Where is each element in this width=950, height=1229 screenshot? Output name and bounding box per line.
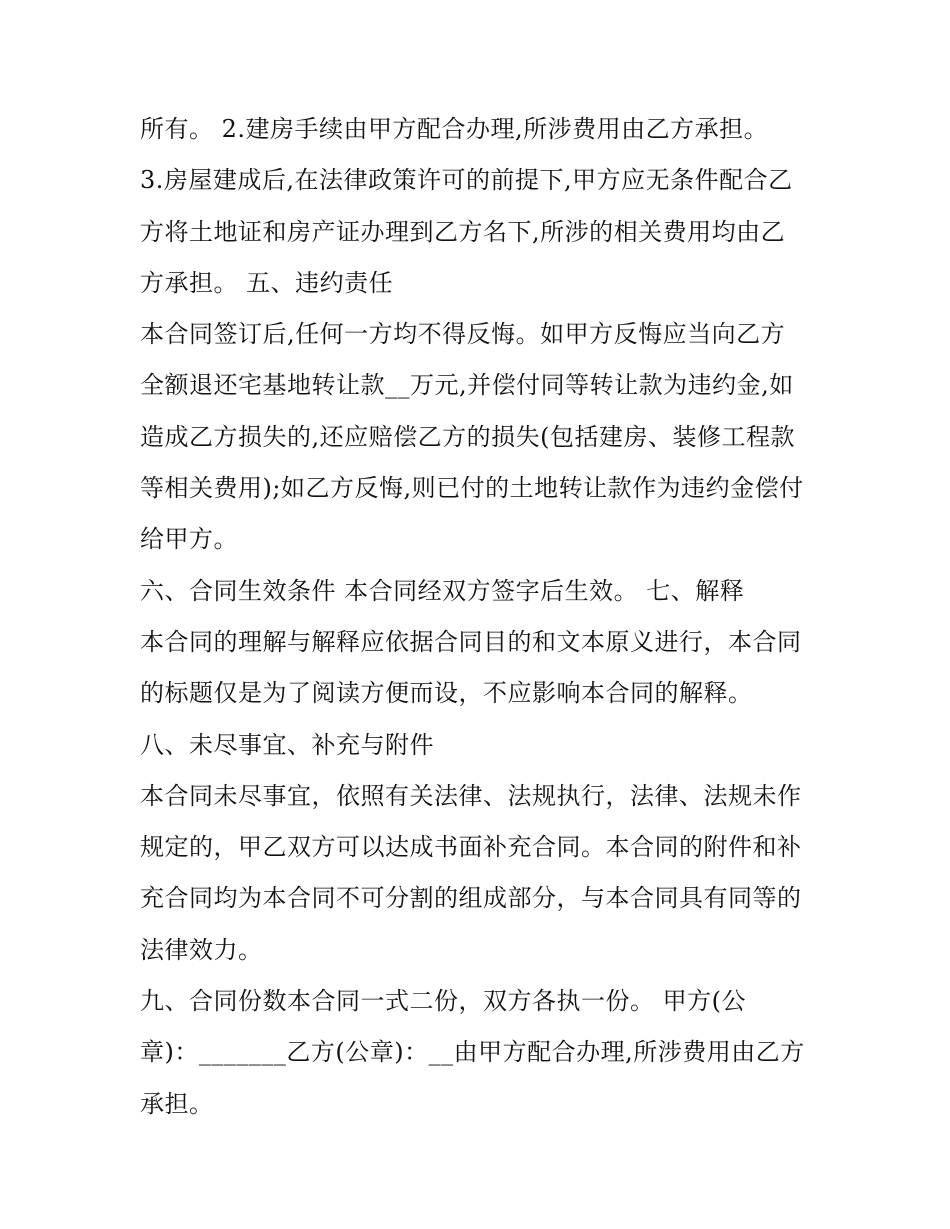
- text-line: 方承担。 五、违约责任: [140, 268, 394, 297]
- text-line: 法律效力。: [140, 935, 263, 964]
- text-line: 八、未尽事宜、补充与附件: [140, 730, 434, 759]
- text-line: 本合同的理解与解释应依据合同目的和文本原义进行，本合同: [140, 627, 802, 656]
- text-line: 所有。 2.建房手续由甲方配合办理,所涉费用由乙方承担。: [140, 115, 769, 143]
- text-line: 章)：_______乙方(公章)：__由甲方配合办理,所涉费用由乙方: [140, 1038, 805, 1067]
- text-line: 造成乙方损失的,还应赔偿乙方的损失(包括建房、装修工程款: [140, 422, 795, 451]
- text-line: 方将土地证和房产证办理到乙方名下,所涉的相关费用均由乙: [140, 217, 786, 246]
- text-line: 给甲方。: [140, 525, 238, 554]
- text-line: 九、合同份数本合同一式二份，双方各执一份。 甲方(公: [140, 987, 746, 1016]
- text-line: 3.房屋建成后,在法律政策许可的前提下,甲方应无条件配合乙: [140, 166, 793, 195]
- text-line: 承担。: [140, 1089, 214, 1118]
- text-line: 规定的，甲乙双方可以达成书面补充合同。本合同的附件和补: [140, 833, 802, 862]
- text-line: 的标题仅是为了阅读方便而设，不应影响本合同的解释。: [140, 679, 753, 708]
- text-line: 全额退还宅基地转让款__万元,并偿付同等转让款为违约金,如: [140, 371, 794, 400]
- text-line: 充合同均为本合同不可分割的组成部分，与本合同具有同等的: [140, 884, 802, 913]
- text-line: 等相关费用);如乙方反悔,则已付的土地转让款作为违约金偿付: [140, 474, 804, 503]
- contract-body-text: [140, 104, 820, 1130]
- text-line: 六、合同生效条件 本合同经双方签字后生效。 七、解释: [140, 576, 745, 605]
- text-line: 本合同未尽事宜，依照有关法律、法规执行，法律、法规未作: [140, 781, 802, 810]
- text-line: 本合同签订后,任何一方均不得反悔。如甲方反悔应当向乙方: [140, 320, 786, 349]
